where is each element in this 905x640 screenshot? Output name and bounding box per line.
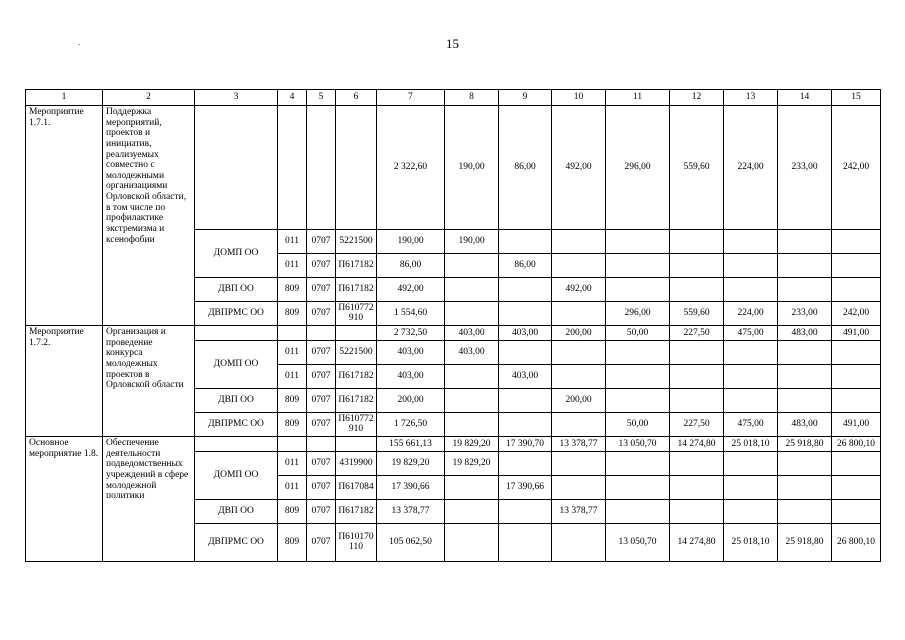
amount-cell: 200,00 [552, 326, 606, 341]
amount-cell [832, 452, 881, 476]
empty-cell [278, 106, 307, 230]
agency-name: ДВП ОО [195, 389, 278, 413]
amount-cell [445, 413, 499, 437]
amount-cell: 25 018,10 [724, 437, 778, 452]
amount-cell [724, 500, 778, 524]
page-number: 15 [446, 36, 459, 51]
amount-cell: 559,60 [670, 106, 724, 230]
amount-cell [832, 500, 881, 524]
amount-cell: 190,00 [377, 230, 445, 254]
agency-name: ДВП ОО [195, 278, 278, 302]
amount-cell: 25 018,10 [724, 524, 778, 562]
amount-cell [552, 254, 606, 278]
amount-cell: 50,00 [606, 413, 670, 437]
amount-cell: 26 800,10 [832, 524, 881, 562]
amount-cell [778, 452, 832, 476]
amount-cell: 19 829,20 [445, 452, 499, 476]
section-code: 0707 [307, 254, 336, 278]
amount-cell [499, 230, 552, 254]
amount-cell [606, 389, 670, 413]
amount-cell [670, 230, 724, 254]
section-code: 0707 [307, 452, 336, 476]
budget-table [25, 89, 881, 562]
amount-cell: 233,00 [778, 106, 832, 230]
column-header: 2 [103, 90, 195, 106]
amount-cell: 227,50 [670, 326, 724, 341]
column-header: 13 [724, 90, 778, 106]
amount-cell [724, 230, 778, 254]
empty-cell [336, 437, 377, 452]
amount-cell: 26 800,10 [832, 437, 881, 452]
amount-cell [724, 254, 778, 278]
amount-cell [552, 413, 606, 437]
amount-cell: 227,50 [670, 413, 724, 437]
amount-cell: 403,00 [445, 341, 499, 365]
amount-cell [606, 452, 670, 476]
amount-cell: 200,00 [377, 389, 445, 413]
target-article-code: 4319900 [336, 452, 377, 476]
amount-cell [778, 230, 832, 254]
amount-cell: 403,00 [377, 365, 445, 389]
amount-cell [499, 278, 552, 302]
section-code: 0707 [307, 278, 336, 302]
column-header: 15 [832, 90, 881, 106]
section-code: 0707 [307, 365, 336, 389]
ministry-code: 011 [278, 365, 307, 389]
amount-cell [445, 278, 499, 302]
amount-cell [724, 389, 778, 413]
ministry-code: 011 [278, 476, 307, 500]
amount-cell [499, 452, 552, 476]
ministry-code: 011 [278, 254, 307, 278]
amount-cell: 403,00 [499, 365, 552, 389]
amount-cell: 403,00 [445, 326, 499, 341]
amount-cell: 491,00 [832, 413, 881, 437]
amount-cell [778, 389, 832, 413]
column-header: 6 [336, 90, 377, 106]
amount-cell: 296,00 [606, 302, 670, 326]
amount-cell: 483,00 [778, 413, 832, 437]
ministry-code: 809 [278, 278, 307, 302]
empty-cell [336, 106, 377, 230]
header-row [26, 90, 881, 106]
amount-cell [552, 476, 606, 500]
amount-cell: 403,00 [377, 341, 445, 365]
amount-cell: 13 050,70 [606, 437, 670, 452]
amount-cell: 190,00 [445, 230, 499, 254]
ministry-code: 809 [278, 302, 307, 326]
amount-cell [832, 230, 881, 254]
empty-cell [195, 326, 278, 341]
section-code: 0707 [307, 476, 336, 500]
measure-description: Поддержка мероприятий, проектов и инициатив, реализуемых совместно с молодежными организациями Орловской области, в том числе по профилактике экстремизма и ксенофобии [103, 106, 195, 326]
amount-cell [832, 365, 881, 389]
amount-cell: 492,00 [377, 278, 445, 302]
agency-name: ДОМП ОО [195, 230, 278, 278]
amount-cell [778, 500, 832, 524]
amount-cell [606, 341, 670, 365]
amount-cell: 19 829,20 [445, 437, 499, 452]
amount-cell: 491,00 [832, 326, 881, 341]
amount-cell [445, 476, 499, 500]
amount-cell [832, 254, 881, 278]
amount-cell [445, 302, 499, 326]
column-header: 5 [307, 90, 336, 106]
target-article-code: П617182 [336, 254, 377, 278]
column-header: 9 [499, 90, 552, 106]
amount-cell [832, 476, 881, 500]
amount-cell: 296,00 [606, 106, 670, 230]
amount-cell: 200,00 [552, 389, 606, 413]
amount-cell [724, 452, 778, 476]
ministry-code: 809 [278, 413, 307, 437]
section-code: 0707 [307, 413, 336, 437]
ministry-code: 011 [278, 341, 307, 365]
section-code: 0707 [307, 302, 336, 326]
amount-cell [670, 476, 724, 500]
empty-cell [195, 437, 278, 452]
amount-cell [606, 365, 670, 389]
amount-cell: 86,00 [499, 254, 552, 278]
amount-cell: 25 918,80 [778, 524, 832, 562]
ministry-code: 809 [278, 389, 307, 413]
target-article-code: П617182 [336, 365, 377, 389]
amount-cell [552, 452, 606, 476]
amount-cell [670, 500, 724, 524]
measure-description: Обеспечение деятельности подведомственных учреждений в сфере молодежной политики [103, 437, 195, 562]
empty-cell [195, 106, 278, 230]
amount-cell: 492,00 [552, 278, 606, 302]
amount-cell [778, 341, 832, 365]
target-article-code: П610170110 [336, 524, 377, 562]
column-header: 11 [606, 90, 670, 106]
amount-cell [499, 500, 552, 524]
amount-cell [552, 365, 606, 389]
amount-cell: 13 378,77 [552, 500, 606, 524]
target-article-code: 5221500 [336, 341, 377, 365]
target-article-code: 5221500 [336, 230, 377, 254]
column-header: 10 [552, 90, 606, 106]
agency-name: ДОМП ОО [195, 341, 278, 389]
program-total-row [26, 106, 881, 230]
program-total-row [26, 326, 881, 341]
amount-cell: 492,00 [552, 106, 606, 230]
section-code: 0707 [307, 341, 336, 365]
measure-name: Мероприятие 1.7.2. [26, 326, 103, 437]
amount-cell: 25 918,80 [778, 437, 832, 452]
amount-cell [499, 389, 552, 413]
section-code: 0707 [307, 524, 336, 562]
agency-name: ДВПРМС ОО [195, 413, 278, 437]
amount-cell: 2 322,60 [377, 106, 445, 230]
amount-cell: 2 732,50 [377, 326, 445, 341]
amount-cell [445, 365, 499, 389]
amount-cell [778, 476, 832, 500]
amount-cell [552, 230, 606, 254]
amount-cell [778, 365, 832, 389]
column-header: 3 [195, 90, 278, 106]
amount-cell [778, 254, 832, 278]
amount-cell: 86,00 [499, 106, 552, 230]
amount-cell: 17 390,66 [499, 476, 552, 500]
empty-cell [278, 437, 307, 452]
amount-cell: 403,00 [499, 326, 552, 341]
amount-cell: 224,00 [724, 106, 778, 230]
amount-cell [670, 254, 724, 278]
measure-name: Мероприятие 1.7.1. [26, 106, 103, 326]
amount-cell [552, 524, 606, 562]
amount-cell: 190,00 [445, 106, 499, 230]
amount-cell [670, 278, 724, 302]
amount-cell [670, 389, 724, 413]
amount-cell [499, 524, 552, 562]
amount-cell: 14 274,80 [670, 524, 724, 562]
target-article-code: П617182 [336, 278, 377, 302]
amount-cell: 13 378,77 [377, 500, 445, 524]
ministry-code: 809 [278, 500, 307, 524]
amount-cell [832, 389, 881, 413]
empty-cell [307, 437, 336, 452]
amount-cell [552, 302, 606, 326]
amount-cell: 86,00 [377, 254, 445, 278]
measure-description: Организация и проведение конкурса молодежных проектов в Орловской области [103, 326, 195, 437]
amount-cell: 483,00 [778, 326, 832, 341]
amount-cell [445, 500, 499, 524]
ministry-code: 809 [278, 524, 307, 562]
amount-cell [724, 476, 778, 500]
amount-cell: 13 378,77 [552, 437, 606, 452]
column-header: 4 [278, 90, 307, 106]
amount-cell [832, 278, 881, 302]
ministry-code: 011 [278, 230, 307, 254]
agency-name: ДВПРМС ОО [195, 524, 278, 562]
amount-cell: 242,00 [832, 302, 881, 326]
amount-cell: 14 274,80 [670, 437, 724, 452]
amount-cell [778, 278, 832, 302]
agency-name: ДВПРМС ОО [195, 302, 278, 326]
column-header: 14 [778, 90, 832, 106]
amount-cell: 17 390,66 [377, 476, 445, 500]
empty-cell [307, 106, 336, 230]
amount-cell: 1 726,50 [377, 413, 445, 437]
amount-cell: 559,60 [670, 302, 724, 326]
amount-cell [606, 254, 670, 278]
amount-cell: 475,00 [724, 413, 778, 437]
amount-cell [606, 500, 670, 524]
ministry-code: 011 [278, 452, 307, 476]
amount-cell [445, 389, 499, 413]
amount-cell: 50,00 [606, 326, 670, 341]
amount-cell [606, 230, 670, 254]
amount-cell: 17 390,70 [499, 437, 552, 452]
target-article-code: П610772910 [336, 413, 377, 437]
amount-cell: 19 829,20 [377, 452, 445, 476]
empty-cell [336, 326, 377, 341]
section-code: 0707 [307, 389, 336, 413]
amount-cell [606, 476, 670, 500]
target-article-code: П610772910 [336, 302, 377, 326]
amount-cell [724, 278, 778, 302]
amount-cell: 242,00 [832, 106, 881, 230]
column-header: 1 [26, 90, 103, 106]
section-code: 0707 [307, 500, 336, 524]
amount-cell: 105 062,50 [377, 524, 445, 562]
measure-name: Основное мероприятие 1.8. [26, 437, 103, 562]
amount-cell [606, 278, 670, 302]
amount-cell [552, 341, 606, 365]
amount-cell [445, 254, 499, 278]
amount-cell [445, 524, 499, 562]
amount-cell [499, 413, 552, 437]
target-article-code: П617182 [336, 500, 377, 524]
empty-cell [278, 326, 307, 341]
amount-cell [724, 341, 778, 365]
agency-name: ДВП ОО [195, 500, 278, 524]
amount-cell [499, 341, 552, 365]
column-header: 12 [670, 90, 724, 106]
empty-cell [307, 326, 336, 341]
amount-cell: 13 050,70 [606, 524, 670, 562]
section-code: 0707 [307, 230, 336, 254]
amount-cell [670, 341, 724, 365]
amount-cell [724, 365, 778, 389]
amount-cell [499, 302, 552, 326]
target-article-code: П617182 [336, 389, 377, 413]
amount-cell: 475,00 [724, 326, 778, 341]
amount-cell: 1 554,60 [377, 302, 445, 326]
target-article-code: П617084 [336, 476, 377, 500]
amount-cell: 155 661,13 [377, 437, 445, 452]
amount-cell [670, 365, 724, 389]
amount-cell [670, 452, 724, 476]
column-header: 7 [377, 90, 445, 106]
amount-cell [832, 341, 881, 365]
column-header: 8 [445, 90, 499, 106]
amount-cell: 224,00 [724, 302, 778, 326]
agency-name: ДОМП ОО [195, 452, 278, 500]
program-total-row [26, 437, 881, 452]
amount-cell: 233,00 [778, 302, 832, 326]
